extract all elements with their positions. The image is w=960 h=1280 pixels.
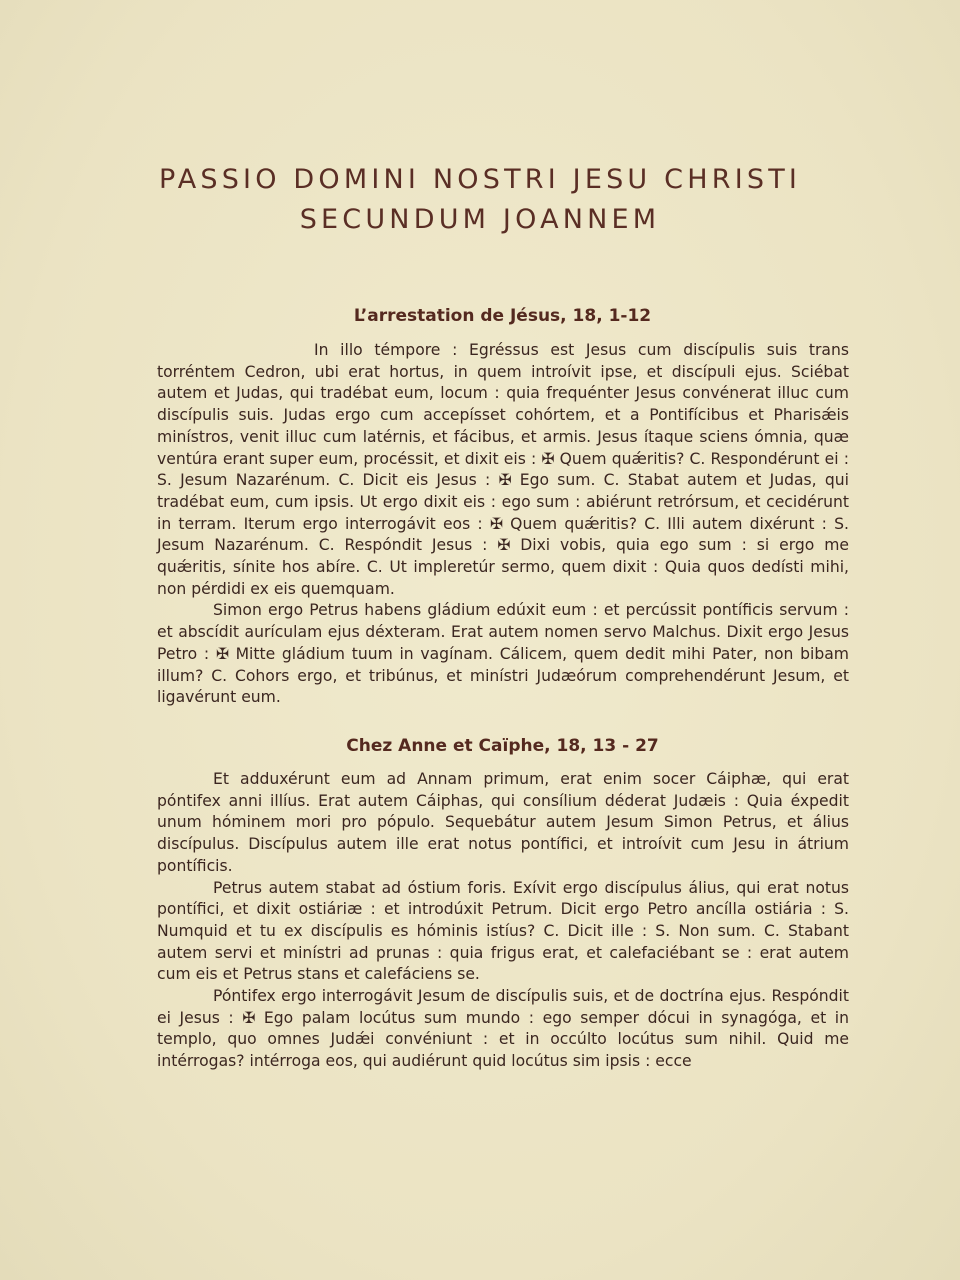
paragraph: Petrus autem stabat ad óstium foris. Exívit ergo discípulus álius, qui erat notus pontífici, et dixit ostiáriæ : et introdúxit Petrum. Dicit ergo Petro ancílla ostiária : S. Numquid et tu ex discípulis es hóminis istíus? C. Dicit ille : S. Non sum. C. Stabant autem servi et minístri ad prunas : quia frigus erat, et calefaciébant se : erat autem cum eis et Petrus stans et calefáciens se.: [157, 878, 849, 984]
section-heading-annas-caiaphas: Chez Anne et Caïphe, 18, 13 - 27: [346, 736, 659, 756]
paragraph: In illo témpore : Egréssus est Jesus cum discípulis suis trans torréntem Cedron, ubi erat hortus, in quem introívit ipse, et discípuli ejus. Sciébat autem et Judas, qui tradébat eum, locum : quia frequénter Jesus convénerat illuc cum discípulis suis. Judas ergo cum accepísset cohórtem, et a Pontifícibus et Pharisǽis minístros, venit illuc cum latérnis, et fácibus, et armis. Jesus ítaque sciens ómnia, quæ ventúra erant super eum, procéssit, et dixit eis : ✠ Quem quǽritis? C. Respondérunt ei : S. Jesum Nazarénum. C. Dicit eis Jesus : ✠ Ego sum. C. Stabat autem et Judas, qui tradébat eum, cum ipsis. Ut ergo dixit eis : ego sum : abiérunt retrórsum, et cecidérunt in terram. Iterum ergo interrogávit eos : ✠ Quem quǽritis? C. Illi autem dixérunt : S. Jesum Nazarénum. C. Respóndit Jesus : ✠ Dixi vobis, quia ego sum : si ergo me quǽritis, sínite hos abíre. C. Ut impleretúr sermo, quem dixit : Quia quos dedísti mihi, non pérdidi ex eis quemquam.: [157, 341, 849, 598]
paragraph: Simon ergo Petrus habens gládium edúxit eum : et percússit pontíficis servum : et abscídit aurículam ejus déxteram. Erat autem nomen servo Malchus. Dixit ergo Jesus Petro : ✠ Mitte gládium tuum in vagínam. Cálicem, quem dedit mihi Pater, non bibam illum? C. Cohors ergo, et tribúnus, et minístri Judæórum comprehendérunt Jesum, et ligavérunt eum.: [157, 601, 849, 707]
page-title-line-2: SECUNDUM JOANNEM: [299, 204, 661, 235]
section-body-arrest: [157, 340, 849, 709]
section-heading-arrest: L’arrestation de Jésus, 18, 1-12: [353, 306, 652, 326]
paragraph: Póntifex ergo interrogávit Jesum de discípulis suis, et de doctrína ejus. Respóndit ei Jesus : ✠ Ego palam locútus sum mundo : ego semper dócui in synagóga, et in templo, quo omnes Judǽi convéniunt : et in occúlto locútus sum nihil. Quid me intérrogas? intérroga eos, qui audiérunt quid locútus sim ipsis : ecce: [157, 987, 849, 1071]
page-title-line-1: PASSIO DOMINI NOSTRI JESU CHRISTI: [158, 164, 802, 195]
section-body-annas-caiaphas: [157, 769, 849, 1073]
paragraph: Et adduxérunt eum ad Annam primum, erat enim socer Cáiphæ, qui erat póntifex anni illíus. Erat autem Cáiphas, qui consílium déderat Judæis : Quia éxpedit unum hóminem mori pro pópulo. Sequebátur autem Jesum Simon Petrus, et álius discípulus. Discípulus autem ille erat notus pontífici, et introívit cum Jesu in átrium pontíficis.: [157, 770, 849, 875]
